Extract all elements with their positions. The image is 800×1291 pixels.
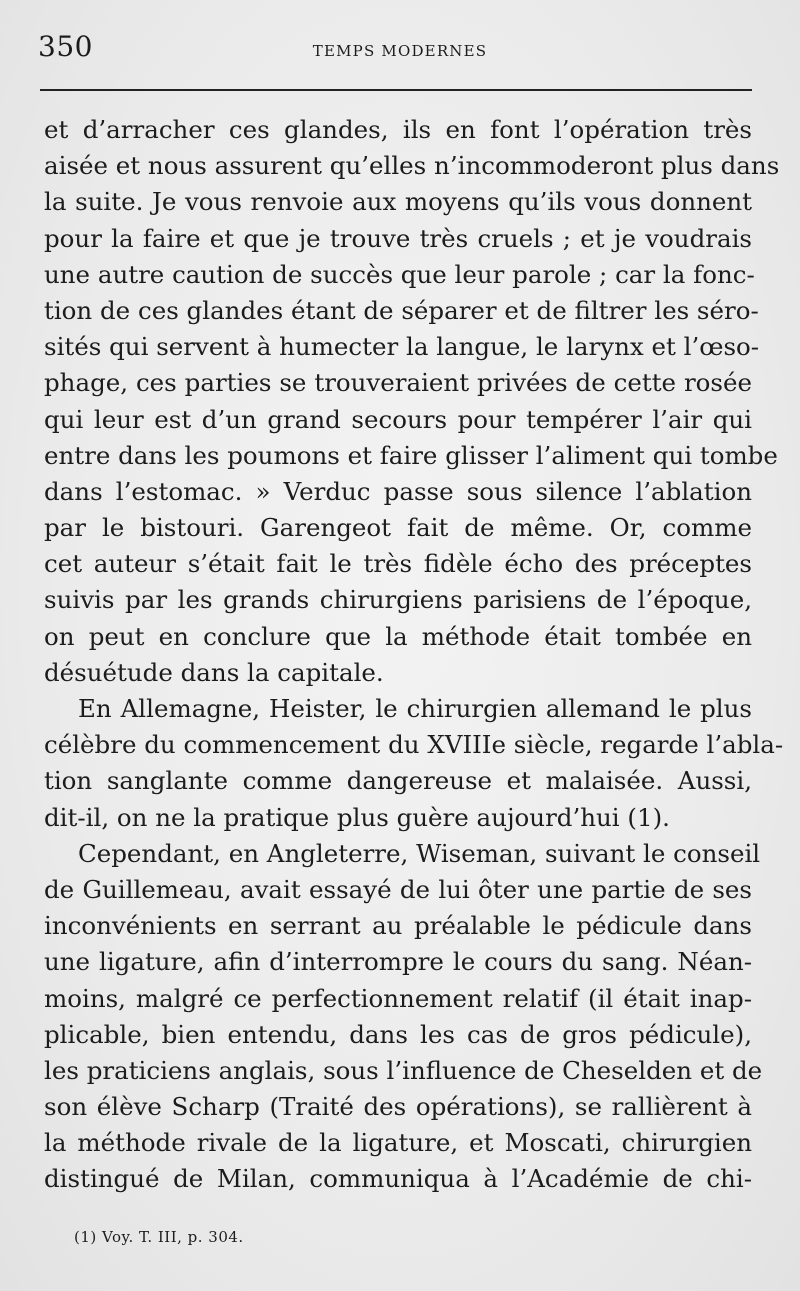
text-line: En Allemagne, Heister, le chirurgien allemand le plus (78, 694, 752, 723)
running-head: TEMPS MODERNES (312, 42, 488, 60)
text-line: dit-il, on ne la pratique plus guère aujourd’hui (1). (44, 802, 670, 832)
text-line: dans l’estomac. » Verduc passe sous silence l’ablation (44, 476, 752, 506)
text-line: tion sanglante comme dangereuse et malaisée. Aussi, (44, 766, 752, 796)
text-line: inconvénients en serrant au préalable le pédicule dans (44, 911, 752, 941)
text-line: de Guillemeau, avait essayé de lui ôter une partie de ses (44, 874, 752, 904)
footnote: (1) Voy. T. III, p. 304. (74, 1228, 244, 1246)
page-number: 350 (38, 30, 93, 63)
text-line: suivis par les grands chirurgiens parisiens de l’époque, (44, 585, 752, 615)
text-line: distingué de Milan, communiqua à l’Académie de chi- (44, 1164, 752, 1194)
text-line: plicable, bien entendu, dans les cas de gros pédicule), (44, 1019, 752, 1049)
text-line: qui leur est d’un grand secours pour tempérer l’air qui (44, 404, 752, 434)
text-line: la méthode rivale de la ligature, et Moscati, chirurgien (44, 1128, 752, 1158)
body-text (44, 112, 784, 1198)
text-line: cet auteur s’était fait le très fidèle écho des préceptes (44, 549, 752, 579)
text-line: tion de ces glandes étant de séparer et de filtrer les séro- (44, 295, 759, 325)
text-line: les praticiens anglais, sous l’influence de Cheselden et de (44, 1055, 763, 1085)
text-line: phage, ces parties se trouveraient privées de cette rosée (44, 368, 752, 398)
text-line: par le bistouri. Garengeot fait de même. Or, comme (44, 513, 752, 543)
text-line: entre dans les poumons et faire glisser l’aliment qui tombe (44, 440, 778, 470)
text-line: son élève Scharp (Traité des opérations), se rallièrent à (44, 1092, 752, 1122)
text-line: sités qui servent à humecter la langue, le larynx et l’œso- (44, 332, 760, 362)
text-line: Cependant, en Angleterre, Wiseman, suivant le conseil (78, 838, 761, 868)
text-line: désuétude dans la capitale. (44, 657, 384, 687)
text-line: célèbre du commencement du XVIIIe siècle, regarde l’abla- (44, 730, 784, 760)
text-line: et d’arracher ces glandes, ils en font l’opération très (44, 115, 752, 144)
text-line: on peut en conclure que la méthode était tombée en (44, 621, 752, 651)
header-rule (40, 89, 752, 91)
page-header (38, 30, 750, 70)
text-line: moins, malgré ce perfectionnement relatif (il était inap- (44, 983, 752, 1013)
text-line: pour la faire et que je trouve très cruels ; et je voudrais (44, 223, 752, 253)
text-line: la suite. Je vous renvoie aux moyens qu’ils vous donnent (44, 187, 752, 217)
text-line: une autre caution de succès que leur parole ; car la fonc- (44, 259, 755, 289)
text-line: aisée et nous assurent qu’elles n’incommoderont plus dans (44, 151, 780, 181)
text-line: une ligature, afin d’interrompre le cours du sang. Néan- (44, 947, 752, 977)
